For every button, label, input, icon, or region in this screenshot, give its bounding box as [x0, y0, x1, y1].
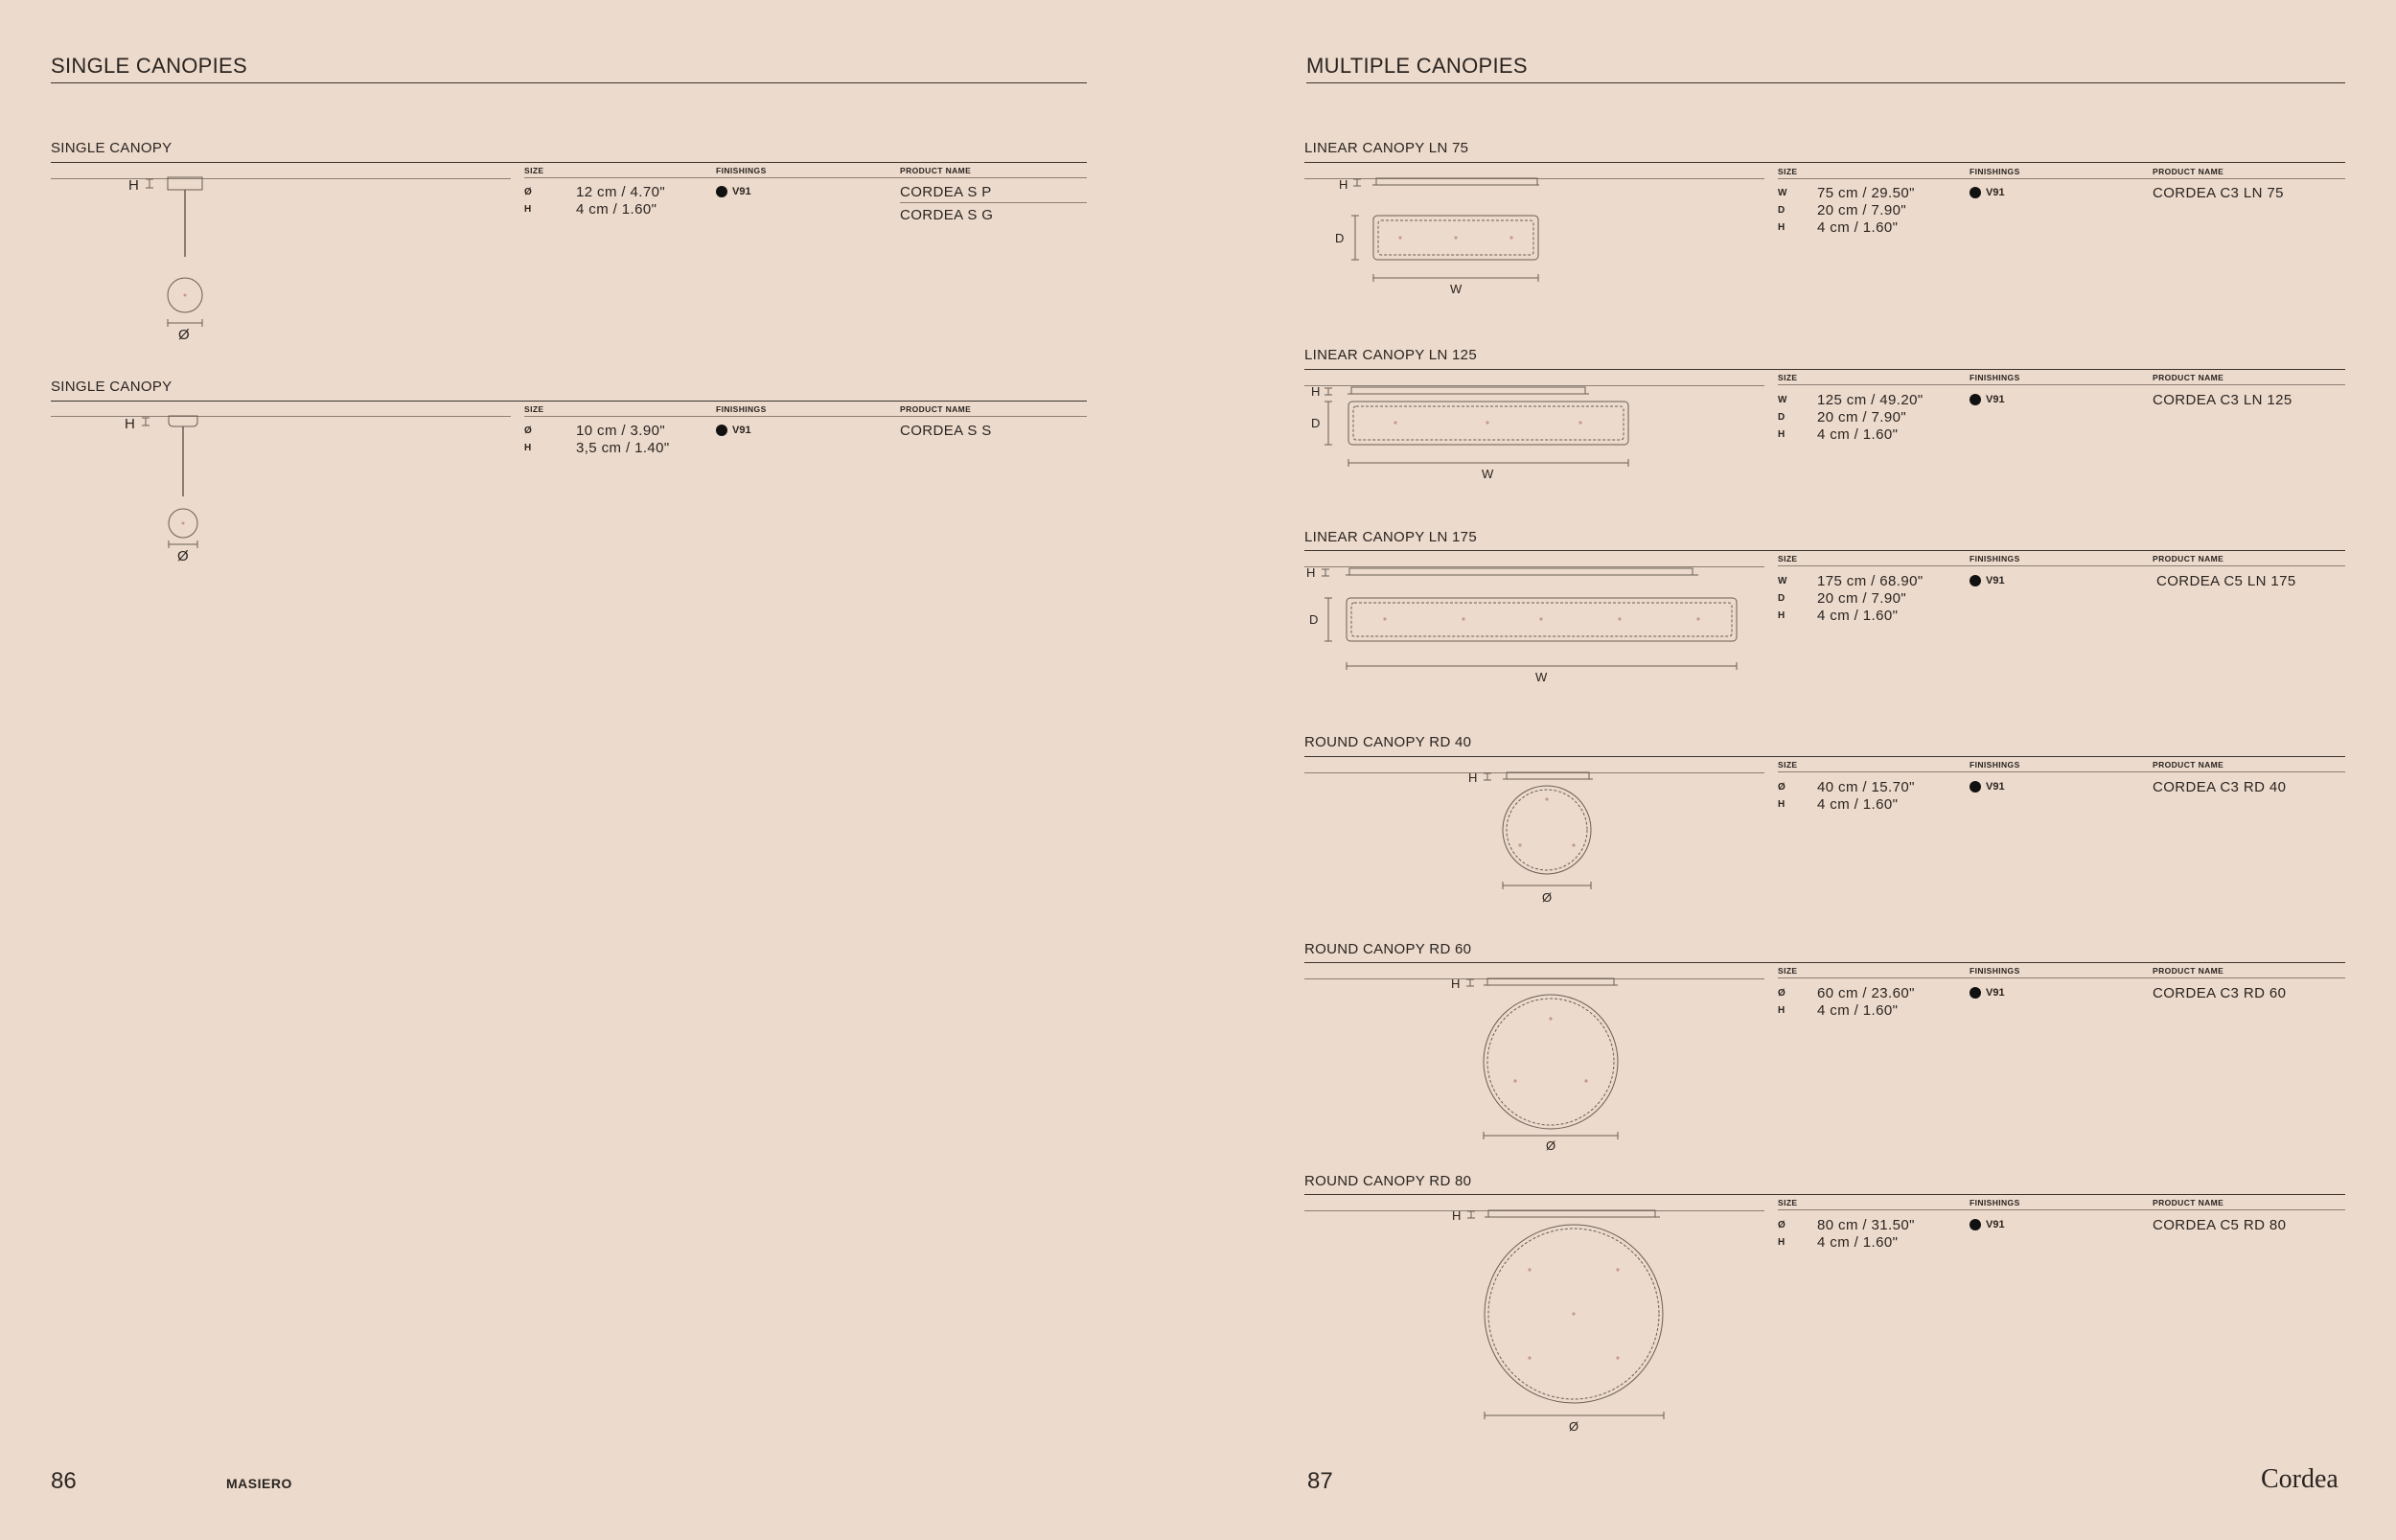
round-canopy-drawing [1466, 767, 1620, 910]
size-value: 3,5 cm / 1.40" [576, 440, 670, 456]
finish-swatch [1970, 394, 2005, 405]
section-title: SINGLE CANOPY [51, 140, 173, 156]
size-label: H [1778, 1005, 1785, 1016]
size-header: SIZE [1778, 373, 1798, 382]
size-label: D [1778, 412, 1785, 423]
size-value: 4 cm / 1.60" [576, 201, 657, 218]
product-name-header: PRODUCT NAME [2153, 554, 2224, 563]
table-header-rule [524, 177, 1087, 178]
linear-canopy-drawing [1305, 379, 1631, 485]
size-label: Ø [524, 425, 532, 436]
size-label: H [1778, 222, 1785, 233]
dim-h-label: H [1468, 770, 1478, 785]
size-value: 10 cm / 3.90" [576, 423, 666, 439]
size-header: SIZE [1778, 966, 1798, 976]
dim-d-label: D [1335, 231, 1345, 245]
size-value: 60 cm / 23.60" [1817, 985, 1915, 1001]
size-label: H [1778, 610, 1785, 621]
dim-d-label: D [1311, 416, 1321, 430]
dim-h-label: H [125, 416, 135, 432]
finishings-header: FINISHINGS [1970, 167, 2020, 176]
size-value: 125 cm / 49.20" [1817, 392, 1924, 408]
size-value: 4 cm / 1.60" [1817, 1234, 1899, 1251]
size-label: D [1778, 593, 1785, 604]
finish-swatch [1970, 187, 2005, 198]
finish-code: V91 [1986, 781, 2005, 793]
size-label: Ø [1778, 1220, 1785, 1230]
section-title: LINEAR CANOPY LN 175 [1304, 529, 1477, 545]
finish-dot-icon [716, 425, 727, 436]
finish-code: V91 [732, 186, 751, 197]
section-title: ROUND CANOPY RD 80 [1304, 1173, 1472, 1189]
section-title: ROUND CANOPY RD 40 [1304, 734, 1472, 750]
size-header: SIZE [524, 404, 544, 414]
section-rule [1304, 162, 2345, 163]
size-label: W [1778, 188, 1787, 198]
size-header: SIZE [1778, 1198, 1798, 1207]
size-value: 20 cm / 7.90" [1817, 202, 1907, 218]
product-name: CORDEA C3 RD 40 [2153, 779, 2287, 795]
pendant-drawing [121, 410, 236, 573]
product-name-header: PRODUCT NAME [2153, 373, 2224, 382]
finish-dot-icon [716, 186, 727, 197]
section-rule [1304, 756, 2345, 757]
size-label: D [1778, 205, 1785, 216]
product-name: CORDEA S S [900, 423, 992, 439]
dim-h-label: H [1339, 177, 1348, 192]
finish-dot-icon [1970, 575, 1981, 586]
product-name: CORDEA C3 LN 125 [2153, 392, 2292, 408]
finish-swatch [716, 186, 751, 197]
product-name-header: PRODUCT NAME [2153, 760, 2224, 770]
section-rule [1304, 1194, 2345, 1195]
table-header-rule [1778, 977, 2345, 978]
table-header-rule [1778, 1209, 2345, 1210]
finish-swatch [1970, 987, 2005, 999]
size-label: H [1778, 1237, 1785, 1248]
dim-h-label: H [1452, 1208, 1462, 1223]
finish-code: V91 [1986, 394, 2005, 405]
size-label: W [1778, 576, 1787, 586]
table-header-rule [1778, 771, 2345, 772]
dim-h-label: H [1306, 565, 1316, 580]
finish-swatch [1970, 575, 2005, 586]
table-header-rule [1778, 178, 2345, 179]
size-value: 4 cm / 1.60" [1817, 796, 1899, 813]
finish-code: V91 [1986, 1219, 2005, 1230]
size-label: Ø [524, 187, 532, 197]
finish-dot-icon [1970, 187, 1981, 198]
right-title-rule [1306, 82, 2345, 83]
size-header: SIZE [1778, 554, 1798, 563]
finish-swatch [1970, 781, 2005, 793]
left-title-rule [51, 82, 1087, 83]
dim-h-label: H [1311, 384, 1321, 399]
finish-dot-icon [1970, 781, 1981, 793]
size-value: 4 cm / 1.60" [1817, 608, 1899, 624]
product-name-header: PRODUCT NAME [2153, 966, 2224, 976]
product-name: CORDEA S G [900, 207, 994, 223]
size-label: W [1778, 395, 1787, 405]
dim-w-label: W [1482, 467, 1494, 481]
size-value: 20 cm / 7.90" [1817, 409, 1907, 425]
size-label: Ø [1778, 782, 1785, 793]
product-name: CORDEA C3 RD 60 [2153, 985, 2287, 1001]
section-title: ROUND CANOPY RD 60 [1304, 941, 1472, 957]
finishings-header: FINISHINGS [716, 166, 767, 175]
finish-dot-icon [1970, 1219, 1981, 1230]
size-label: Ø [1778, 988, 1785, 999]
product-name-header: PRODUCT NAME [2153, 167, 2224, 176]
product-name: CORDEA C5 RD 80 [2153, 1217, 2287, 1233]
size-value: 12 cm / 4.70" [576, 184, 666, 200]
finish-code: V91 [1986, 575, 2005, 586]
size-header: SIZE [524, 166, 544, 175]
section-rule [51, 162, 1087, 163]
table-header-rule [1778, 565, 2345, 566]
size-label: H [1778, 799, 1785, 810]
size-label: H [524, 443, 532, 453]
size-header: SIZE [1778, 167, 1798, 176]
size-value: 4 cm / 1.60" [1817, 1002, 1899, 1019]
section-title: LINEAR CANOPY LN 75 [1304, 140, 1469, 156]
linear-canopy-drawing [1305, 561, 1746, 685]
size-label: H [1778, 429, 1785, 440]
product-name-header: PRODUCT NAME [900, 404, 972, 414]
finishings-header: FINISHINGS [716, 404, 767, 414]
right-page-title: MULTIPLE CANOPIES [1306, 54, 1528, 78]
brand-name: MASIERO [226, 1476, 292, 1491]
dim-d-label: Ø [178, 327, 190, 343]
dim-h-label: H [128, 177, 139, 194]
size-label: H [524, 204, 532, 215]
size-value: 175 cm / 68.90" [1817, 573, 1924, 589]
size-value: 4 cm / 1.60" [1817, 426, 1899, 443]
product-name-header: PRODUCT NAME [2153, 1198, 2224, 1207]
finish-dot-icon [1970, 394, 1981, 405]
finishings-header: FINISHINGS [1970, 1198, 2020, 1207]
finish-code: V91 [1986, 187, 2005, 198]
dim-h-label: H [1451, 977, 1461, 991]
section-rule [1304, 369, 2345, 370]
right-page-number: 87 [1307, 1468, 1333, 1494]
size-value: 40 cm / 15.70" [1817, 779, 1915, 795]
dim-d-label: Ø [177, 548, 189, 564]
section-rule [1304, 550, 2345, 551]
size-value: 80 cm / 31.50" [1817, 1217, 1915, 1233]
product-name: CORDEA S P [900, 184, 992, 200]
size-header: SIZE [1778, 760, 1798, 770]
cordea-logo: Cordea [2261, 1464, 2338, 1494]
finishings-header: FINISHINGS [1970, 554, 2020, 563]
size-value: 20 cm / 7.90" [1817, 590, 1907, 607]
finishings-header: FINISHINGS [1970, 373, 2020, 382]
drawing-baseline [51, 416, 511, 417]
section-rule [51, 401, 1087, 402]
left-page-number: 86 [51, 1468, 77, 1494]
dim-d-label: Ø [1569, 1419, 1579, 1434]
finish-swatch [716, 425, 751, 436]
left-page-title: SINGLE CANOPIES [51, 54, 248, 78]
product-name-header: PRODUCT NAME [900, 166, 972, 175]
linear-canopy-drawing [1332, 172, 1562, 297]
size-value: 75 cm / 29.50" [1817, 185, 1915, 201]
finishings-header: FINISHINGS [1970, 966, 2020, 976]
size-value: 4 cm / 1.60" [1817, 219, 1899, 236]
drawing-baseline [51, 178, 511, 179]
finish-code: V91 [732, 425, 751, 436]
pendant-drawing [125, 172, 240, 345]
dim-d-label: Ø [1546, 1138, 1556, 1153]
dim-w-label: W [1450, 282, 1463, 296]
finish-dot-icon [1970, 987, 1981, 999]
round-canopy-drawing [1449, 971, 1650, 1162]
product-name: CORDEA C3 LN 75 [2153, 185, 2284, 201]
dim-w-label: W [1535, 670, 1548, 684]
product-name: CORDEA C5 LN 175 [2156, 573, 2296, 589]
round-canopy-drawing [1449, 1203, 1679, 1437]
section-rule [1304, 962, 2345, 963]
finish-swatch [1970, 1219, 2005, 1230]
dim-d-label: Ø [1542, 890, 1553, 905]
table-header-rule [524, 416, 1087, 417]
dim-d-label: D [1309, 612, 1319, 627]
table-header-rule [1778, 384, 2345, 385]
finishings-header: FINISHINGS [1970, 760, 2020, 770]
product-divider [900, 202, 1087, 203]
section-title: LINEAR CANOPY LN 125 [1304, 347, 1477, 363]
finish-code: V91 [1986, 987, 2005, 999]
section-title: SINGLE CANOPY [51, 379, 173, 395]
